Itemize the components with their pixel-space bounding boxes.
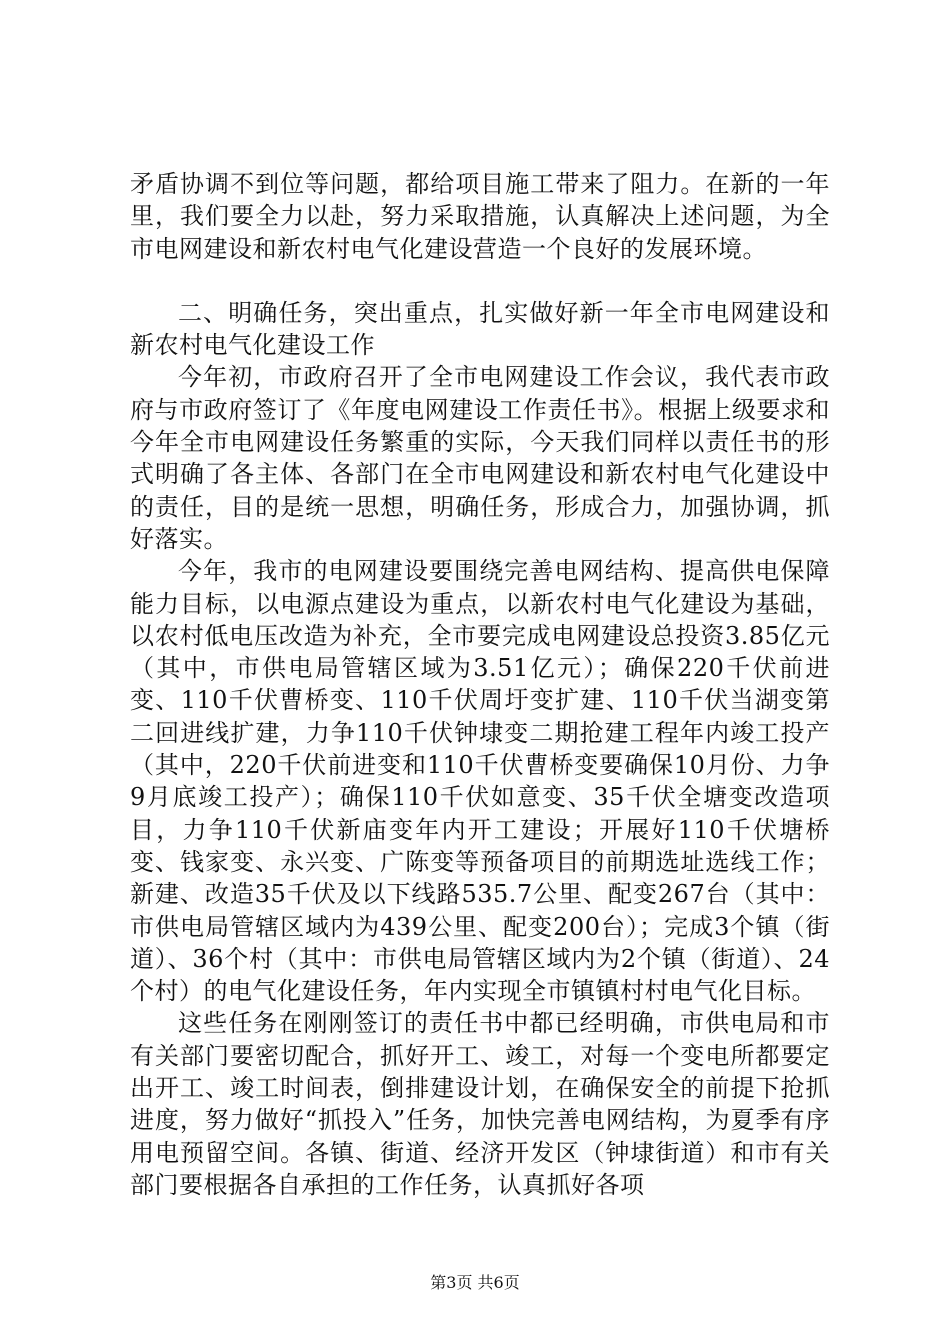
document-body — [130, 168, 830, 1201]
paragraph-continuation: 矛盾协调不到位等问题，都给项目施工带来了阻力。在新的一年里，我们要全力以赴，努力采取措施，认真解决上述问题，为全市电网建设和新农村电气化建设营造一个良好的发展环境。 — [130, 170, 830, 263]
page-number-footer: 第3页 共6页 — [430, 1273, 520, 1292]
section-heading: 二、明确任务，突出重点，扎实做好新一年全市电网建设和新农村电气化建设工作 — [130, 298, 830, 360]
paragraph: 这些任务在刚刚签订的责任书中都已经明确，市供电局和市有关部门要密切配合，抓好开工、竣工，对每一个变电所都要定出开工、竣工时间表，倒排建设计划，在确保安全的前提下抢抓进度，努力做好“抓投入”任务，加快完善电网结构，为夏季有序用电预留空间。各镇、街道、经济开发区（钟埭街道）和市有关部门要根据各自承担的工作任务，认真抓好各项 — [130, 1009, 830, 1199]
paragraph: 今年初，市政府召开了全市电网建设工作会议，我代表市政府与市政府签订了《年度电网建设工作责任书》。根据上级要求和今年全市电网建设任务繁重的实际，今天我们同样以责任书的形式明确了各主体、各部门在全市电网建设和新农村电气化建设中的责任，目的是统一思想，明确任务，形成合力，加强协调，抓好落实。 — [130, 363, 830, 553]
paragraph: 今年，我市的电网建设要围绕完善电网结构、提高供电保障能力目标，以电源点建设为重点，以新农村电气化建设为基础，以农村低电压改造为补充，全市要完成电网建设总投资3.85亿元（其中，市供电局管辖区域为3.51亿元）；确保220千伏前进变、110千伏曹桥变、110千伏周圩变扩建、110千伏当湖变第二回进线扩建，力争110千伏钟埭变二期抢建工程年内竣工投产（其中，220千伏前进变和110千伏曹桥变要确保10月份、力争9月底竣工投产）；确保110千伏如意变、35千伏全塘变改造项目，力争110千伏新庙变年内开工建设；开展好110千伏塘桥变、钱家变、永兴变、广陈变等预备项目的前期选址选线工作；新建、改造35千伏及以下线路535.7公里、配变267台（其中：市供电局管辖区域内为439公里、配变200台）；完成3个镇（街道）、36个村（其中：市供电局管辖区域内为2个镇（街道）、24个村）的电气化建设任务，年内实现全市镇镇村村电气化目标。 — [130, 557, 830, 1006]
